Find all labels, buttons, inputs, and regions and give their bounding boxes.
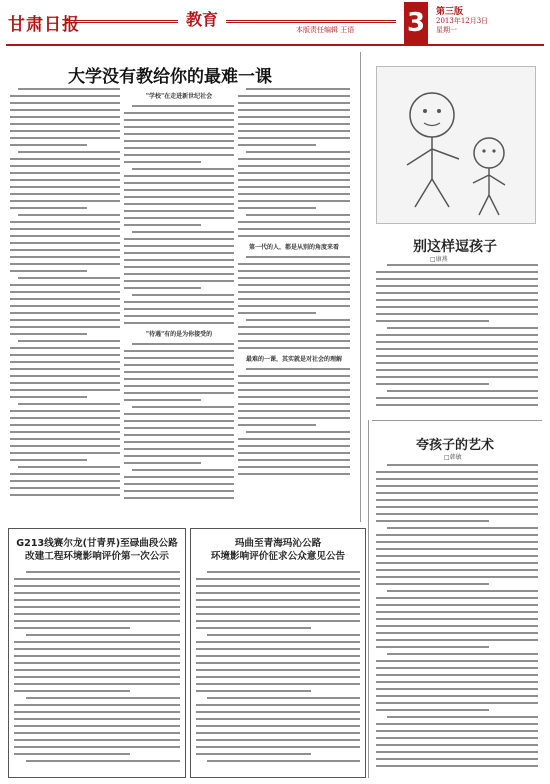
- cartoon-drawing: [377, 67, 535, 223]
- page-number: 3: [404, 2, 428, 44]
- column-divider: [360, 52, 361, 522]
- issue-date: 2013年12月3日: [436, 17, 489, 25]
- column-divider: [368, 420, 369, 778]
- notice-title-line: G213线赛尔龙(甘青界)至碌曲段公路: [16, 538, 178, 549]
- text-filler: [196, 571, 360, 762]
- masthead-rule: [66, 20, 396, 23]
- text-filler: [14, 571, 180, 762]
- main-column-3: [238, 88, 350, 503]
- side-divider: [372, 420, 542, 421]
- text-filler: [376, 264, 538, 406]
- text-filler: [238, 88, 350, 237]
- side-article-1-body: [376, 264, 538, 414]
- public-notice-box: [8, 528, 186, 778]
- editor-credit: 本版责任编辑 王语: [296, 26, 355, 34]
- side-article-2-body: [376, 464, 538, 776]
- notice-title: [9, 537, 185, 563]
- subheading: 最难的一课，其实就是对社会的理解: [245, 356, 342, 362]
- subheading: "待遇"有的是为你接受的: [145, 331, 213, 337]
- text-filler: [10, 88, 120, 496]
- text-filler: [124, 105, 234, 324]
- cartoon-illustration: [376, 66, 536, 224]
- notice-body: [196, 571, 360, 773]
- notice-title-line: 环境影响评价征求公众意见公告: [210, 551, 346, 562]
- main-headline: 大学没有教给你的最难一课: [68, 67, 272, 87]
- text-filler: [376, 464, 538, 767]
- text-filler: [238, 256, 350, 349]
- subheading: "学校"在走进新世纪社会: [145, 93, 213, 99]
- main-column-2: [124, 88, 234, 503]
- notice-body: [14, 571, 180, 773]
- side-article-byline: □韩敏: [444, 454, 462, 461]
- notice-title: [191, 537, 365, 563]
- subheading: 第一代的人，都是从别的角度来看: [248, 244, 339, 250]
- masthead: [6, 2, 544, 46]
- notice-title-line: 玛曲至青海玛沁公路: [234, 538, 322, 549]
- date-block: [436, 8, 488, 35]
- section-title: 教育: [178, 7, 226, 30]
- side-article-byline: □康燕: [430, 256, 448, 263]
- newspaper-logo: 甘肃日报: [8, 15, 80, 35]
- header-divider: [6, 44, 544, 46]
- public-notice-box: [190, 528, 366, 778]
- text-filler: [124, 343, 234, 499]
- edition-label: 第三版: [436, 7, 464, 17]
- text-filler: [238, 368, 350, 475]
- side-article-title: 夸孩子的艺术: [415, 438, 494, 453]
- issue-weekday: 星期一: [436, 26, 457, 34]
- main-column-1: [10, 88, 120, 503]
- notice-title-line: 改建工程环境影响评价第一次公示: [25, 551, 169, 562]
- side-article-title: 别这样逗孩子: [413, 239, 497, 255]
